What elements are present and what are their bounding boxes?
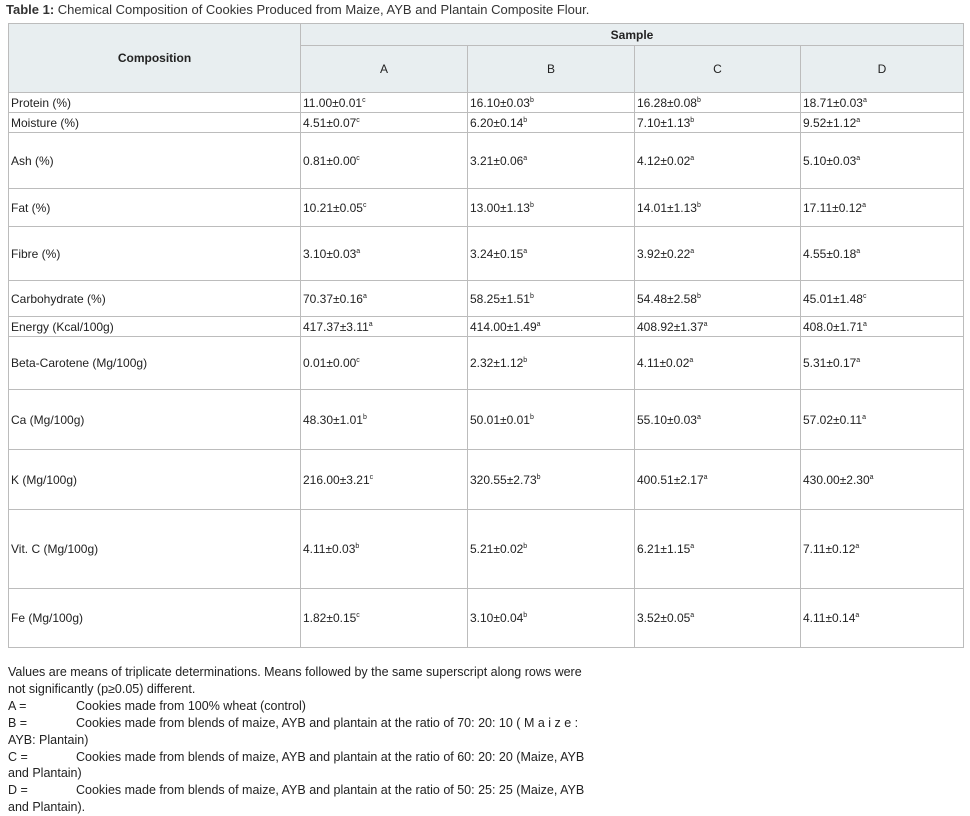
table-row <box>9 589 964 648</box>
cell-value: 0.81±0.00 <box>303 153 357 168</box>
table-cell <box>801 589 964 648</box>
table-cell <box>468 189 635 227</box>
row-label: Fat (%) <box>9 189 301 227</box>
table-cell <box>468 113 635 133</box>
table-cell <box>468 589 635 648</box>
cell-superscript: a <box>855 543 860 550</box>
cell-superscript: a <box>362 292 367 300</box>
row-label: Protein (%) <box>9 93 301 113</box>
column-header-a: A <box>301 46 468 93</box>
footnote-text: Cookies made from blends of maize, AYB and plantain at the ratio of 70: 20: 10 ( M a i z e : <box>76 715 579 730</box>
cell-superscript: b <box>690 116 695 124</box>
footnote-key: C = <box>8 749 28 764</box>
cell-value: 3.10±0.03 <box>303 246 357 261</box>
cell-value: 11.00±0.01 <box>303 95 363 110</box>
cell-value: 3.21±0.06 <box>470 153 524 168</box>
cell-value: 6.20±0.14 <box>470 115 524 130</box>
cell-superscript: b <box>529 413 534 421</box>
table-cell <box>468 93 635 113</box>
cell-value: 2.32±1.12 <box>470 356 524 370</box>
cell-superscript: a <box>856 154 861 162</box>
cell-value: 0.01±0.00 <box>303 356 357 370</box>
cell-superscript: a <box>869 473 874 481</box>
table-cell <box>468 281 635 317</box>
table-row <box>9 317 964 337</box>
cell-value: 3.92±0.22 <box>637 246 691 261</box>
cell-superscript: a <box>703 473 708 481</box>
cell-value: 48.30±1.01 <box>303 412 363 427</box>
table-cell <box>301 589 468 648</box>
table-cell <box>301 189 468 227</box>
cell-value: 400.51±2.17 <box>637 472 704 487</box>
row-label: Ca (Mg/100g) <box>9 390 301 450</box>
cell-value: 10.21±0.05 <box>303 200 363 215</box>
row-label: Beta-Carotene (Mg/100g) <box>9 337 301 390</box>
cell-superscript: a <box>690 612 695 619</box>
cell-value: 4.11±0.14 <box>803 611 856 625</box>
cell-superscript: a <box>862 96 867 104</box>
cell-superscript: a <box>523 247 528 255</box>
cell-superscript: b <box>529 201 534 209</box>
cell-superscript: a <box>856 357 861 364</box>
row-label: Ash (%) <box>9 133 301 189</box>
cell-superscript: b <box>696 96 701 104</box>
table-cell <box>801 93 964 113</box>
table-cell <box>468 337 635 390</box>
cell-value: 408.92±1.37 <box>637 319 704 334</box>
sample-header: Sample <box>301 24 964 46</box>
table-cell <box>468 510 635 589</box>
row-label: Vit. C (Mg/100g) <box>9 510 301 589</box>
table-cell <box>801 189 964 227</box>
footnote-text: Values are means of triplicate determinations. Means followed by the same superscript along rows were <box>8 665 582 679</box>
cell-superscript: c <box>362 201 367 209</box>
table-cell <box>468 450 635 510</box>
cell-value: 6.21±1.15 <box>637 542 691 556</box>
cell-value: 4.11±0.02 <box>637 356 690 370</box>
cell-superscript: b <box>523 612 528 619</box>
column-header-d: D <box>801 46 964 93</box>
cell-superscript: c <box>356 116 360 124</box>
cell-value: 45.01±1.48 <box>803 291 863 306</box>
row-label: Carbohydrate (%) <box>9 281 301 317</box>
table-cell <box>801 317 964 337</box>
footnote-line <box>8 782 618 799</box>
cell-superscript: c <box>362 96 366 104</box>
table-cell <box>801 281 964 317</box>
footnote-text: AYB: Plantain) <box>8 732 89 747</box>
footnote-line <box>8 799 618 816</box>
row-label: Moisture (%) <box>9 113 301 133</box>
cell-superscript: a <box>690 247 695 255</box>
table-cell <box>801 337 964 390</box>
table-cell <box>635 133 801 189</box>
table-cell <box>635 510 801 589</box>
cell-value: 54.48±2.58 <box>637 291 697 306</box>
table-cell <box>635 227 801 281</box>
table-cell <box>468 317 635 337</box>
table-cell <box>801 510 964 589</box>
table-row <box>9 390 964 450</box>
table-row <box>9 113 964 133</box>
table-row <box>9 93 964 113</box>
footnote-text: Cookies made from blends of maize, AYB and plantain at the ratio of 50: 25: 25 (Maize, AYB <box>76 783 585 798</box>
cell-superscript: a <box>356 247 361 255</box>
cell-value: 3.10±0.04 <box>470 611 524 625</box>
cell-value: 414.00±1.49 <box>470 319 537 334</box>
table-row <box>9 450 964 510</box>
cell-value: 408.0±1.71 <box>803 319 863 334</box>
footnote-key: B = <box>8 715 28 730</box>
row-label: Fibre (%) <box>9 227 301 281</box>
footnote-line <box>8 715 618 732</box>
table-cell <box>635 390 801 450</box>
cell-superscript: a <box>536 320 541 328</box>
table-cell <box>301 450 468 510</box>
table-cell <box>635 450 801 510</box>
table-cell <box>635 93 801 113</box>
table-cell <box>635 317 801 337</box>
table-cell <box>801 113 964 133</box>
table-cell <box>635 589 801 648</box>
cell-superscript: a <box>856 247 861 255</box>
table-row <box>9 510 964 589</box>
row-label: K (Mg/100g) <box>9 450 301 510</box>
footnote-text: and Plantain). <box>8 800 86 815</box>
cell-superscript: a <box>856 116 861 124</box>
cell-superscript: a <box>523 154 528 162</box>
table-cell <box>301 93 468 113</box>
cell-superscript: a <box>703 320 708 328</box>
column-header-c: C <box>635 46 801 93</box>
footnote-line <box>8 664 618 681</box>
cell-value: 9.52±1.12 <box>803 115 857 130</box>
table-row <box>9 337 964 390</box>
table-row <box>9 227 964 281</box>
cell-value: 3.52±0.05 <box>637 611 691 625</box>
cell-value: 5.21±0.02 <box>470 542 524 556</box>
cell-superscript: a <box>855 612 860 619</box>
cell-value: 58.25±1.51 <box>470 291 530 306</box>
cell-superscript: c <box>356 357 360 364</box>
table-cell <box>635 337 801 390</box>
cell-superscript: a <box>368 320 373 328</box>
cell-superscript: c <box>369 473 374 481</box>
table-body <box>9 93 964 648</box>
table-cell <box>801 450 964 510</box>
footnote-key: D = <box>8 783 28 798</box>
footnote-text: and Plantain) <box>8 766 82 781</box>
cell-value: 216.00±3.21 <box>303 472 370 487</box>
cell-value: 5.31±0.17 <box>803 356 857 370</box>
cell-superscript: c <box>862 292 867 300</box>
table-caption <box>6 2 589 17</box>
table-footnotes <box>8 664 618 816</box>
table-caption-text: Chemical Composition of Cookies Produced from Maize, AYB and Plantain Composite Flour. <box>57 2 590 17</box>
cell-superscript: a <box>862 201 866 209</box>
cell-value: 18.71±0.03 <box>803 95 863 110</box>
row-label: Energy (Kcal/100g) <box>9 317 301 337</box>
table-cell <box>301 113 468 133</box>
cell-superscript: c <box>356 154 360 162</box>
table-cell <box>635 113 801 133</box>
footnote-key: A = <box>8 698 27 713</box>
cell-superscript: b <box>696 292 701 300</box>
cell-value: 430.00±2.30 <box>803 472 870 487</box>
cell-superscript: a <box>690 154 695 162</box>
cell-value: 13.00±1.13 <box>470 200 530 215</box>
footnote-line <box>8 698 618 715</box>
table-row <box>9 281 964 317</box>
cell-value: 14.01±1.13 <box>637 200 697 215</box>
table-cell <box>801 133 964 189</box>
cell-value: 5.10±0.03 <box>803 153 857 168</box>
table-row <box>9 189 964 227</box>
cell-value: 4.11±0.03 <box>303 542 356 556</box>
cell-value: 4.55±0.18 <box>803 246 857 261</box>
cell-value: 4.12±0.02 <box>637 153 691 168</box>
cell-value: 70.37±0.16 <box>303 291 363 306</box>
cell-superscript: a <box>862 413 866 421</box>
header-row-sample <box>9 24 964 46</box>
table-cell <box>301 510 468 589</box>
table-cell <box>301 390 468 450</box>
cell-superscript: c <box>356 612 360 619</box>
table-cell <box>301 227 468 281</box>
cell-superscript: a <box>689 357 694 364</box>
cell-superscript: b <box>523 357 528 364</box>
composition-table <box>8 23 964 648</box>
cell-superscript: a <box>696 413 701 421</box>
cell-value: 4.51±0.07 <box>303 115 357 130</box>
table-cell <box>468 133 635 189</box>
cell-value: 3.24±0.15 <box>470 246 524 261</box>
cell-value: 57.02±0.11 <box>803 412 863 427</box>
cell-value: 17.11±0.12 <box>803 200 863 215</box>
cell-value: 16.10±0.03 <box>470 95 530 110</box>
table-caption-label: Table 1: <box>6 2 55 17</box>
footnote-line <box>8 765 618 782</box>
table-cell <box>635 281 801 317</box>
column-header-b: B <box>468 46 635 93</box>
cell-value: 320.55±2.73 <box>470 472 537 487</box>
table-row <box>9 133 964 189</box>
table-cell <box>301 317 468 337</box>
cell-superscript: b <box>529 292 534 300</box>
table-cell <box>301 133 468 189</box>
cell-value: 7.11±0.12 <box>803 542 856 556</box>
cell-superscript: b <box>355 543 360 550</box>
cell-superscript: b <box>523 116 528 124</box>
cell-superscript: b <box>529 96 534 104</box>
footnote-text: Cookies made from blends of maize, AYB and plantain at the ratio of 60: 20: 20 (Maize, AYB <box>76 749 585 764</box>
table-cell <box>468 227 635 281</box>
cell-superscript: b <box>523 543 528 550</box>
table-cell <box>468 390 635 450</box>
cell-value: 55.10±0.03 <box>637 412 697 427</box>
table-cell <box>301 281 468 317</box>
cell-value: 50.01±0.01 <box>470 412 530 427</box>
composition-header: Composition <box>9 24 301 93</box>
cell-superscript: a <box>690 543 695 550</box>
cell-value: 1.82±0.15 <box>303 611 357 625</box>
cell-value: 7.10±1.13 <box>637 115 691 130</box>
table-cell <box>801 390 964 450</box>
cell-superscript: a <box>862 320 867 328</box>
table-cell <box>801 227 964 281</box>
footnote-text: not significantly (p≥0.05) different. <box>8 681 196 696</box>
footnote-line <box>8 681 618 698</box>
table-cell <box>635 189 801 227</box>
cell-value: 16.28±0.08 <box>637 95 697 110</box>
footnote-text: Cookies made from 100% wheat (control) <box>76 698 306 713</box>
cell-superscript: b <box>362 413 367 421</box>
footnote-line <box>8 732 618 749</box>
cell-superscript: b <box>536 473 541 481</box>
table-cell <box>301 337 468 390</box>
footnote-line <box>8 749 618 766</box>
cell-superscript: b <box>696 201 701 209</box>
row-label: Fe (Mg/100g) <box>9 589 301 648</box>
cell-value: 417.37±3.11 <box>303 319 369 334</box>
